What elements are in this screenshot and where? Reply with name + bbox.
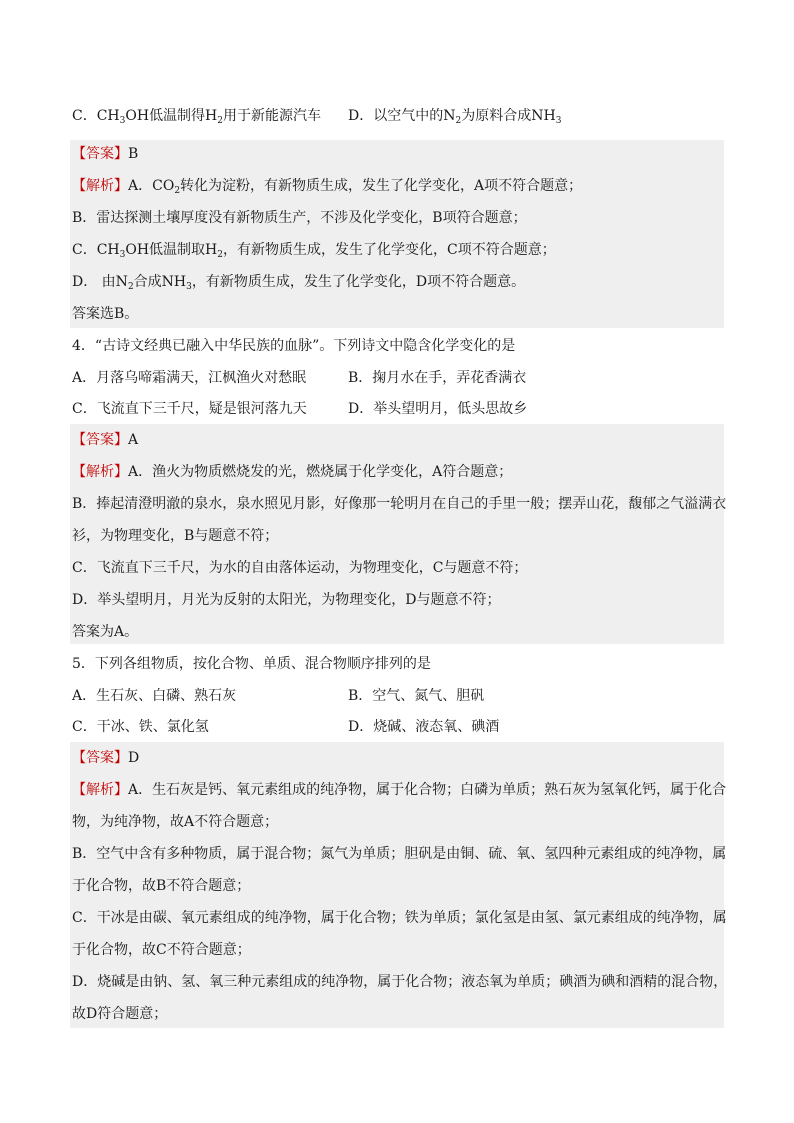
q3-analysis-line-2: B．雷达探测土壤厚度没有新物质生产，不涉及化学变化，B项符合题意； — [72, 210, 527, 226]
q4-analysis-line-3: 衫，为物理变化，B与题意不符； — [72, 528, 279, 544]
q4-option-c: C．飞流直下三千尺，疑是银河落九天 — [72, 401, 307, 417]
q5-analysis-line-2: 物，为纯净物，故A不符合题意； — [72, 814, 279, 830]
q4-option-d: D．举头望明月，低头思故乡 — [348, 401, 528, 417]
q4-analysis-line-2: B．捧起清澄明澈的泉水，泉水照见月影，好像那一轮明月在自己的手里一般；摆弄山花，馥郁之气溢满衣 — [72, 496, 727, 512]
q5-option-b: B．空气、氮气、胆矾 — [348, 688, 485, 704]
q5-analysis-line-4: 于化合物，故B不符合题意； — [72, 878, 251, 894]
q5-answer: 【答案】D — [72, 750, 140, 766]
q3-answer-box — [70, 140, 724, 328]
q3-conclusion: 答案选B。 — [72, 306, 139, 322]
q5-analysis-line-1: 【解析】A．生石灰是钙、氧元素组成的纯净物，属于化合物；白磷为单质；熟石灰为氢氧化钙，属于化合 — [72, 782, 727, 798]
q3-option-c: C．$CH_3OH$低温制得$H_2$用于新能源汽车 — [72, 108, 322, 126]
q5-analysis-line-7: D．烧碱是由钠、氢、氧三种元素组成的纯净物，属于化合物；液态氧为单质；碘酒为碘和酒精的混合物， — [72, 974, 728, 990]
q5-option-d: D．烧碱、液态氧、碘酒 — [348, 719, 500, 735]
q5-option-c: C．干冰、铁、氯化氢 — [72, 719, 209, 735]
q3-analysis-line-4: D． 由$N_2$合成$NH_3$，有新物质生成，发生了化学变化，D项不符合题意。 — [72, 274, 526, 292]
q4-answer: 【答案】A — [72, 432, 139, 448]
q4-option-b: B．掬月水在手，弄花香满衣 — [348, 370, 527, 386]
q5-analysis-line-3: B．空气中含有多种物质，属于混合物；氮气为单质；胆矾是由铜、硫、氧、氢四种元素组成的纯净物，属 — [72, 846, 727, 862]
q4-stem: 4．“古诗文经典已融入中华民族的血脉”。下列诗文中隐含化学变化的是 — [72, 338, 516, 354]
q5-option-a: A．生石灰、白磷、熟石灰 — [72, 688, 237, 704]
q5-analysis-line-5: C．干冰是由碳、氧元素组成的纯净物，属于化合物；铁为单质；氯化氢是由氢、氯元素组成的纯净物，属 — [72, 910, 727, 926]
q5-analysis-line-8: 故D符合题意； — [72, 1006, 168, 1022]
q4-analysis-line-5: D．举头望明月，月光为反射的太阳光，为物理变化，D与题意不符； — [72, 592, 501, 608]
q5-stem: 5．下列各组物质，按化合物、单质、混合物顺序排列的是 — [72, 656, 431, 672]
q4-conclusion: 答案为A。 — [72, 624, 139, 640]
q4-analysis-line-4: C．飞流直下三千尺，为水的自由落体运动，为物理变化，C与题意不符； — [72, 560, 528, 576]
q3-analysis-line-1: 【解析】A．$CO_2$转化为淀粉，有新物质生成，发生了化学变化，A项不符合题意； — [72, 178, 583, 196]
q3-analysis-line-3: C．$CH_3OH$低温制取$H_2$，有新物质生成，发生了化学变化，C项不符合题意； — [72, 242, 556, 260]
q4-option-a: A．月落乌啼霜满天，江枫渔火对愁眠 — [72, 370, 307, 386]
q3-option-d: D．以空气中的$N_2$为原料合成$NH_3$ — [348, 108, 562, 126]
q4-analysis-line-1: 【解析】A．渔火为物质燃烧发的光，燃烧属于化学变化，A符合题意； — [72, 464, 513, 480]
q3-answer: 【答案】B — [72, 146, 139, 162]
q5-analysis-line-6: 于化合物，故C不符合题意； — [72, 942, 251, 958]
